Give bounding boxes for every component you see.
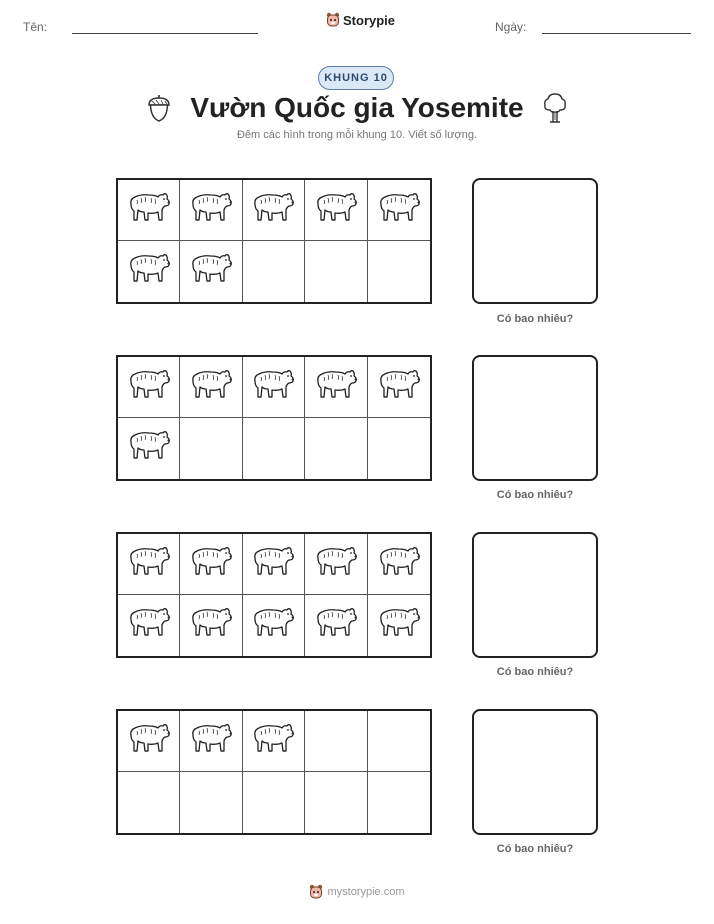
bear-icon (377, 605, 421, 646)
instructions: Đếm các hình trong mỗi khung 10. Viết số lượng. (236, 129, 477, 141)
ten-frame-cell (118, 711, 180, 772)
ten-frame-cell (118, 241, 180, 302)
bear-icon (127, 544, 171, 585)
name-line[interactable] (72, 33, 258, 34)
acorn-icon (146, 93, 172, 123)
ten-frame-cell (305, 418, 367, 479)
ten-frame-2 (116, 355, 432, 481)
answer-label-4: Có bao nhiêu? (496, 843, 574, 855)
bear-icon (251, 721, 295, 762)
brand-name: Storypie (343, 12, 396, 28)
bear-icon (251, 190, 295, 231)
ten-frame-cell (118, 418, 180, 479)
bear-icon (314, 190, 358, 231)
ten-frame-cell (118, 534, 180, 595)
ten-frame-cell (243, 241, 305, 302)
ten-frame-cell (180, 534, 242, 595)
ten-frame-cell (180, 711, 242, 772)
bear-icon (127, 251, 171, 292)
tree-icon (542, 92, 568, 124)
bear-icon (189, 190, 233, 231)
ten-frame-cell (180, 595, 242, 656)
answer-label-3: Có bao nhiêu? (496, 666, 574, 678)
ten-frame-cell (118, 180, 180, 241)
bear-icon (377, 367, 421, 408)
ten-frame-cell (368, 595, 430, 656)
ten-frame-cell (180, 180, 242, 241)
ten-frame-cell (305, 772, 367, 833)
ten-frame-cell (180, 357, 242, 418)
title-row (0, 88, 714, 128)
ten-frame-cell (305, 241, 367, 302)
ten-frame-cell (118, 357, 180, 418)
bear-icon (377, 544, 421, 585)
answer-label-1: Có bao nhiêu? (496, 313, 574, 325)
name-label: Tên: (23, 20, 48, 34)
bear-icon (189, 544, 233, 585)
answer-box-2[interactable] (472, 355, 598, 481)
answer-label-2: Có bao nhiêu? (496, 489, 574, 501)
ten-frame-cell (243, 772, 305, 833)
bear-icon (127, 428, 171, 469)
ten-frame-cell (243, 711, 305, 772)
date-label: Ngày: (495, 20, 527, 34)
brand (326, 12, 395, 28)
ten-frame-3 (116, 532, 432, 658)
ten-frame-cell (243, 595, 305, 656)
bear-icon (251, 544, 295, 585)
bear-icon (189, 721, 233, 762)
page-title: Vườn Quốc gia Yosemite (190, 92, 524, 123)
ten-frame-cell (243, 180, 305, 241)
answer-box-4[interactable] (472, 709, 598, 835)
bear-icon (251, 367, 295, 408)
ten-frame-cell (368, 241, 430, 302)
ten-frame-cell (368, 418, 430, 479)
storypie-logo-icon (326, 12, 340, 28)
ten-frame-cell (368, 772, 430, 833)
ten-frame-cell (305, 180, 367, 241)
bear-icon (189, 367, 233, 408)
answer-box-3[interactable] (472, 532, 598, 658)
ten-frame-cell (180, 772, 242, 833)
bear-icon (127, 367, 171, 408)
footer (0, 884, 714, 900)
ten-frame-cell (243, 534, 305, 595)
storypie-logo-icon (309, 884, 323, 900)
date-line[interactable] (542, 33, 691, 34)
ten-frame-cell (180, 241, 242, 302)
answer-box-1[interactable] (472, 178, 598, 304)
bear-icon (314, 544, 358, 585)
ten-frame-cell (180, 418, 242, 479)
bear-icon (189, 251, 233, 292)
bear-icon (251, 605, 295, 646)
bear-icon (127, 605, 171, 646)
bear-icon (314, 367, 358, 408)
ten-frame-4 (116, 709, 432, 835)
ten-frame-cell (368, 180, 430, 241)
bear-icon (314, 605, 358, 646)
ten-frame-cell (243, 357, 305, 418)
bear-icon (377, 190, 421, 231)
ten-frame-cell (368, 534, 430, 595)
ten-frame-cell (118, 595, 180, 656)
bear-icon (189, 605, 233, 646)
ten-frame-cell (118, 772, 180, 833)
worksheet-badge: KHUNG 10 (318, 66, 394, 90)
ten-frame-cell (305, 534, 367, 595)
ten-frame-cell (305, 357, 367, 418)
ten-frame-1 (116, 178, 432, 304)
ten-frame-cell (243, 418, 305, 479)
ten-frame-cell (305, 711, 367, 772)
ten-frame-cell (305, 595, 367, 656)
footer-site: mystorypie.com (327, 886, 405, 898)
ten-frame-cell (368, 357, 430, 418)
bear-icon (127, 721, 171, 762)
ten-frame-cell (368, 711, 430, 772)
bear-icon (127, 190, 171, 231)
